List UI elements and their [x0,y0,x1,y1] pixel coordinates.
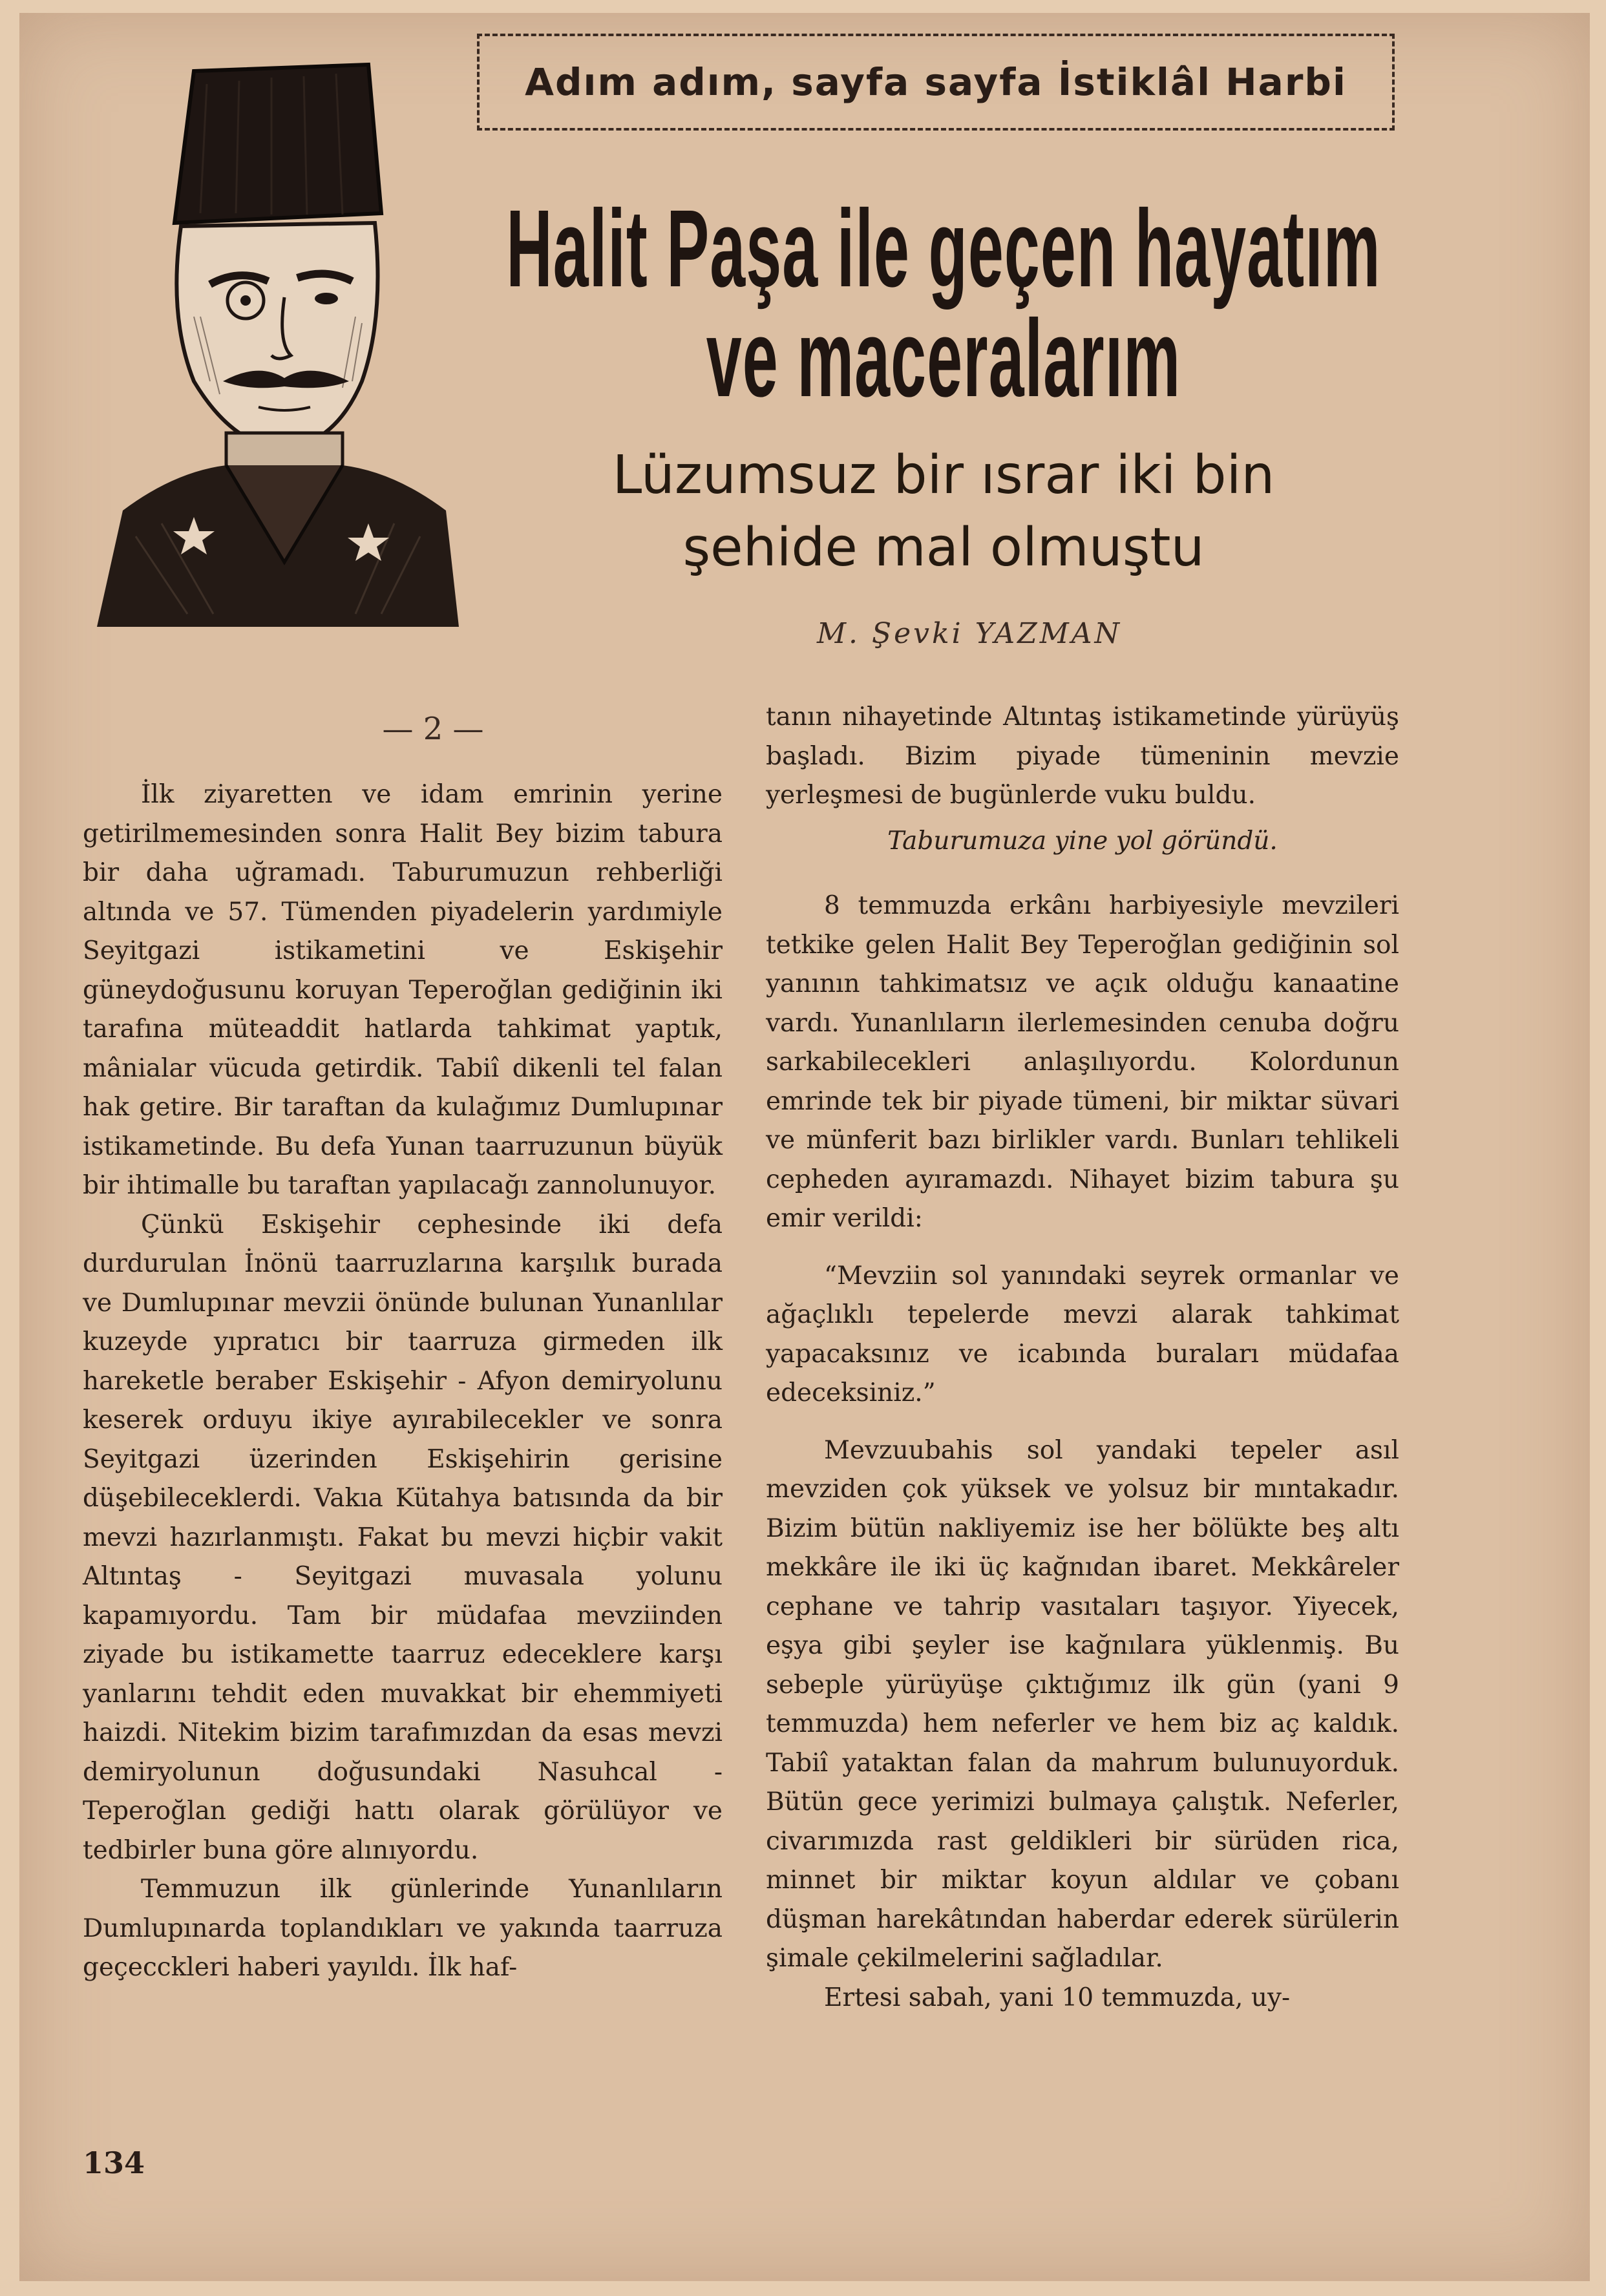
article-subtitle [491,439,1396,584]
page-number: 134 [83,2145,145,2180]
series-title: Adım adım, sayfa sayfa İstiklâl Harbi [525,60,1347,104]
article-subtitle-line-2: şehide mal olmuştu [682,517,1205,578]
left-column [83,775,723,1988]
right-paragraph: 8 temmuzda erkânı harbiyesiyle mevzileri tetkike gelen Halit Bey Teperoğlan gediğinin sol yanının tahkimatsız ve açık olduğu kanaatine vardı. Yunanlıların ilerlemesinden cenuba doğru sarkabilecekleri anlaşılıyordu. Kolordunun emrinde tek bir piyade tümeni, bir miktar süvari ve münferit bazı birlikler vardı. Bunları tehlikeli cepheden ayıramazdı. Nihayet bizim tabura şu emir verildi: [766,891,1399,1233]
article-title-line-1: Halit Paşa ile geçen hayatım [506,187,1381,310]
portrait-illustration [97,45,459,627]
right-paragraph: Mevzuubahis sol yandaki tepeler asıl mevziden çok yüksek ve yolsuz bir mıntakadır. Bizim bütün nakliyemiz ise her bölükte beş altı mekkâre ile iki üç kağnıdan ibaret. Mekkâreler cephane ve tahrip vasıtaları taşıyor. Yiyecek, eşya gibi şeyler ise kağnılara yüklenmiş. Bu sebeple yürüyüşe çıktığımız ilk gün (yani 9 temmuzda) hem neferler ve hem biz aç kaldık. Tabiî yataktan falan da mahrum bulunuyorduk. Bütün gece yerimizi bulmaya çalıştık. Neferler, civarımızda rast geldikleri bir sürüden rica, minnet bir miktar koyun aldılar ve çobanı düşman harekâtından haberdar ederek sürülerin şimale çekilmelerini sağladılar. [766,1435,1399,1973]
right-paragraph-intro: tanın nihayetinde Altıntaş istikametinde yürüyüş başladı. Bizim piyade tümeninin mevzie yerleşmesi de bugünlerde vuku buldu. [766,702,1399,810]
article-subtitle-line-1: Lüzumsuz bir ısrar iki bin [612,445,1275,506]
author-byline: M. Şevki YAZMAN [816,617,1123,650]
right-column [766,698,1399,2017]
section-subheading: Taburumuza yine yol göründü. [887,826,1278,856]
part-number: — 2 — [382,711,484,747]
article-title [506,187,1381,420]
series-title-box [477,34,1395,131]
left-paragraph: Temmuzun ilk günlerinde Yunanlıların Dumlupınarda toplandıkları ve yakında taarruza geçecckleri haberi yayıldı. İlk haf- [83,1875,723,1982]
article-title-line-2: ve maceralarım [706,297,1181,420]
left-paragraph: Çünkü Eskişehir cephesinde iki defa durdurulan İnönü taarruzlarına karşılık burada ve Dumlupınar mevzii önünde bulunan Yunanlılar kuzeyde yıpratıcı bir taarruza girmeden ilk hareketle beraber Eskişehir - Afyon demiryolunu keserek orduyu ikiye ayırabilecekler ve sonra Seyitgazi üzerinden Eskişehirin gerisine düşebileceklerdi. Vakıa Kütahya batısında da bir mevzi hazırlanmıştı. Fakat bu mevzi hiçbir vakit Altıntaş - Seyitgazi muvasala yolunu kapamıyordu. Tam bir müdafaa mevziinden ziyade bu istikamette taarruz edeceklere karşı yanlarını tehdit eden muvakkat bir ehemmiyeti haizdi. Nitekim bizim tarafımızdan da esas mevzi demiryolunun doğusundaki Nasuhcal - Teperoğlan gediği hattı olarak görülüyor ve tedbirler buna göre alınıyordu. [83,1210,723,1865]
right-paragraph: Ertesi sabah, yani 10 temmuzda, uy- [824,1983,1291,2012]
left-paragraph: İlk ziyaretten ve idam emrinin yerine getirilmemesinden sonra Halit Bey bizim tabura bir daha uğramadı. Taburumuzun rehberliği altında ve 57. Tümenden piyadelerin yardımiyle Seyitgazi istikametini ve Eskişehir güneydoğusunu koruyan Teperoğlan gediğinin iki tarafına müteaddit hatlarda tahkimat yaptık, mânialar vücuda getirdik. Tabiî dikenli tel falan hak getire. Bir taraftan da kulağımız Dumlupınar istikametinde. Bu defa Yunan taarruzunun büyük bir ihtimalle bu taraftan yapılacağı zannolunuyor. [83,780,723,1200]
right-paragraph-quote: “Mevziin sol yanındaki seyrek ormanlar ve ağaçlıklı tepelerde mevzi alarak tahkimat yapacaksınız ve icabında buraları müdafaa edeceksiniz.” [766,1261,1399,1407]
